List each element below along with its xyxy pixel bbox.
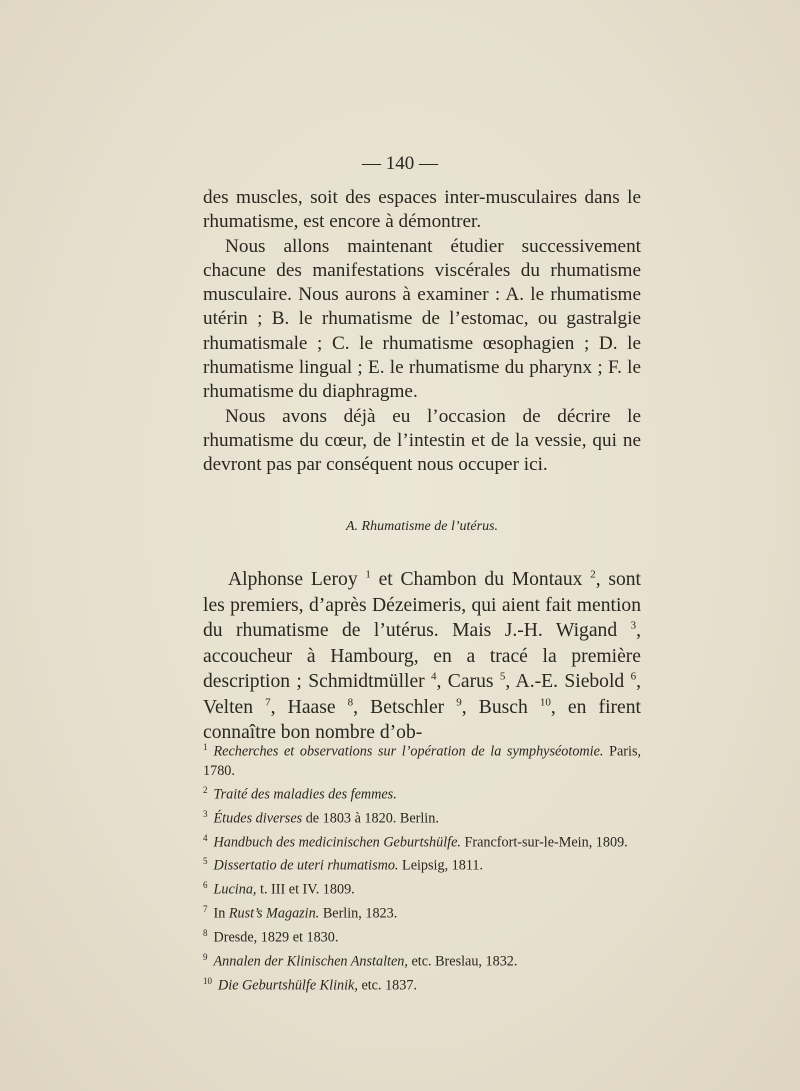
page-number: — 140 — <box>362 153 438 174</box>
footnote-ref: 9 <box>456 695 462 708</box>
footnote: $^{10}$ Die Geburtshülfe Klinik, etc. 1837. <box>203 975 417 994</box>
footnote: $^5$ Dissertatio de uteri rhumatismo. Leipsig, 1811. <box>203 856 484 875</box>
footnote-ref: 7 <box>265 695 271 708</box>
footnote: $^7$ In Rust’s Magazin. Berlin, 1823. <box>203 904 398 922</box>
footnote: $^6$ Lucina, t. III et IV. 1809. <box>203 880 355 898</box>
footnotes <box>203 738 641 995</box>
footnote-ref: 10 <box>539 695 551 708</box>
footnote: $^1$ Recherches et observations sur l’opération de la symphyséotomie. Paris, 1780. <box>203 742 642 779</box>
footnote: $^9$ Annalen der Klinischen Anstalten, etc. Breslau, 1832. <box>203 951 518 970</box>
footnote: $^2$ Traité des maladies des femmes. <box>203 784 397 803</box>
footnote: $^4$ Handbuch des medicinischen Geburtshülfe. Francfort-sur-le-Mein, 1809. <box>203 832 628 851</box>
paragraph: Alphonse Leroy $^1$ et Chambon du Montaux $^2$, sont les premiers, d’après Dézeimeris, qui aient fait mention du rhumatisme de l’utérus. Mais J.-H. Wigand $^3$, accoucheur à Hambourg, en a tracé la première description ; Schmidtmüller $^4$, Carus $^5$, A.-E. Siebold $^6$, Velten $^7$, Haase $^8$, Betschler $^9$, Busch $^{10}$, en firent connaître bon nombre d’ob- <box>203 568 641 743</box>
paragraph: Nous allons maintenant étudier successivement chacune des manifestations viscérales du rhumatisme musculaire. Nous aurons à examiner : A. le rhumatisme utérin ; B. le rhumatisme de l’estomac, ou gastralgie rhumatismale ; C. le rhumatisme œsophagien ; D. le rhumatisme lingual ; E. le rhumatisme du pharynx ; F. le rhumatisme du diaphragme. <box>203 235 641 403</box>
footnote-ref: 4 <box>431 670 437 683</box>
footnote-ref: 2 <box>590 568 596 581</box>
footnote-ref: 6 <box>630 670 637 683</box>
paragraph: des muscles, soit des espaces inter-musculaires dans le rhumatisme, est encore à démontrer. <box>203 187 641 233</box>
footnote: $^3$ Études diverses de 1803 à 1820. Berlin. <box>203 808 439 827</box>
body-text-bottom <box>203 567 641 746</box>
body-text-top <box>203 186 641 478</box>
footnote-ref: 3 <box>630 619 637 632</box>
footnote: $^8$ Dresde, 1829 et 1830. <box>203 927 339 946</box>
section-heading: A. Rhumatisme de l’utérus. <box>345 519 499 534</box>
paragraph: Nous avons déjà eu l’occasion de décrire le rhumatisme du cœur, de l’intestin et de la vessie, qui ne devront pas par conséquent nous occuper ici. <box>203 405 641 476</box>
footnote-ref: 5 <box>499 670 506 683</box>
footnote-ref: 8 <box>347 695 354 708</box>
footnote-ref: 1 <box>365 568 371 581</box>
